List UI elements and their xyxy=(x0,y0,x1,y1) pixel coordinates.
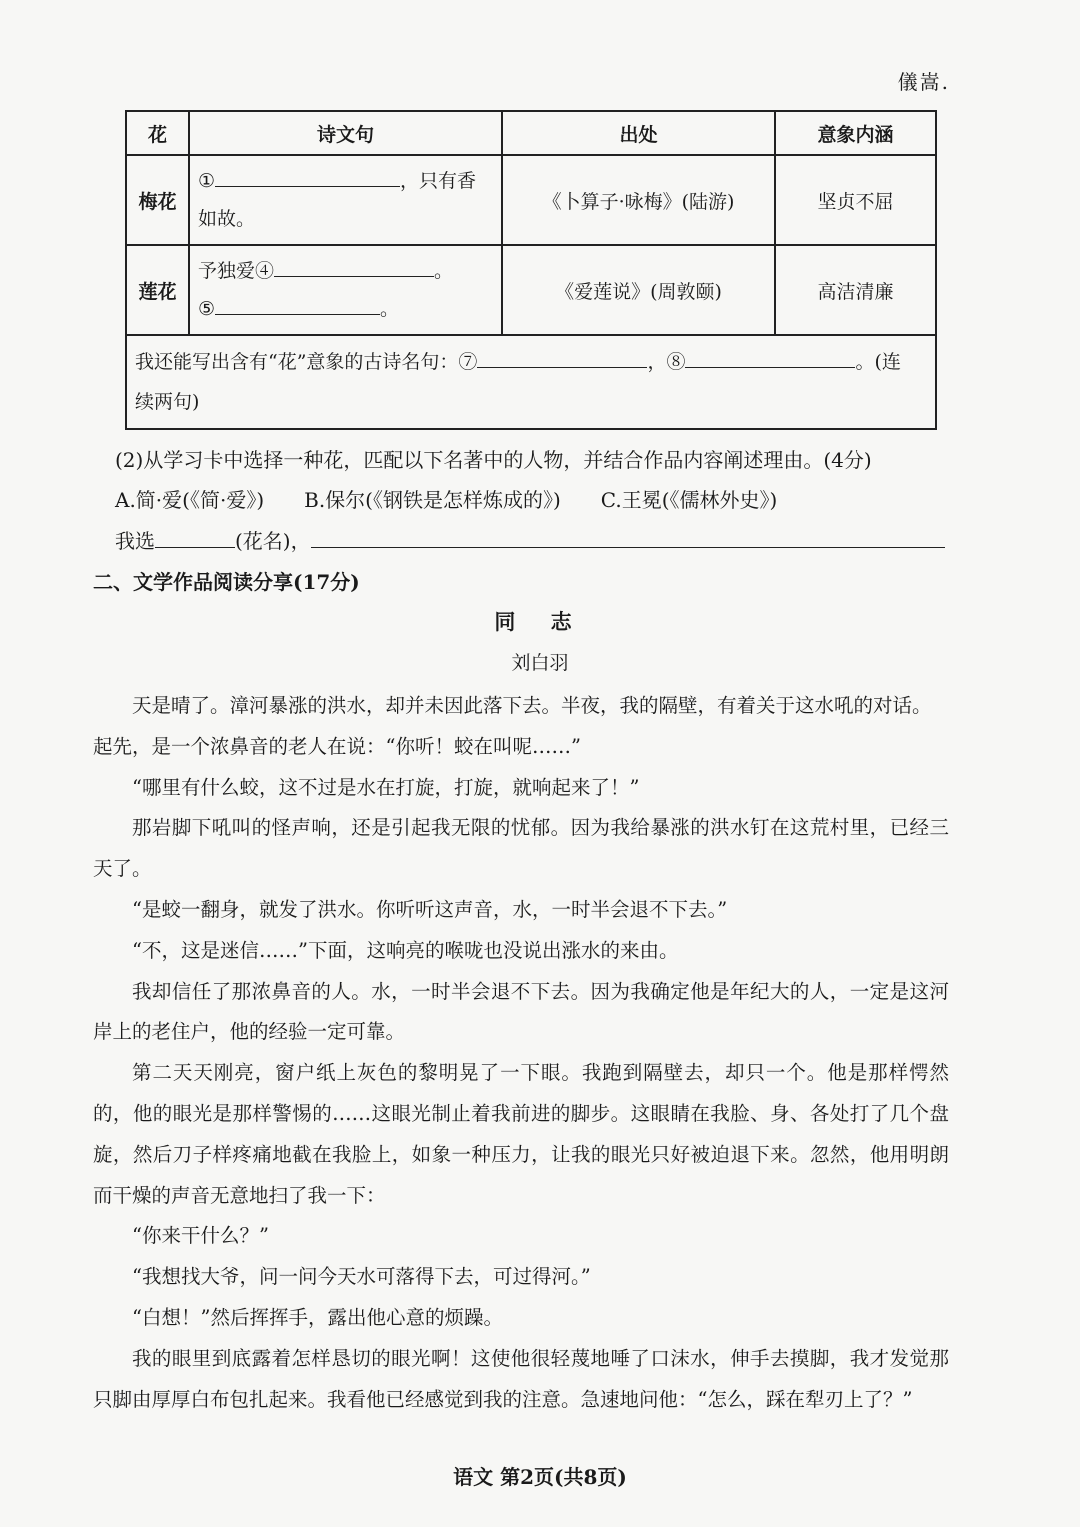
poem-text: 。 xyxy=(380,298,400,320)
blank-label: ① xyxy=(198,170,216,192)
study-card-table xyxy=(125,110,937,430)
blank-label: 予独爱④ xyxy=(198,260,275,282)
paragraph: “你来干什么？” xyxy=(132,1224,269,1248)
paragraph: “哪里有什么蛟，这不过是水在打旋，打旋，就响起来了！” xyxy=(132,775,640,799)
answer-blank[interactable] xyxy=(215,294,380,315)
table-row xyxy=(126,245,936,335)
paragraph: 我的眼里到底露着怎样恳切的眼光啊！这使他很轻蔑地唾了口沫水，伸手去摸脚，我才发觉那只脚由厚厚白布包扎起来。我看他已经感觉到我的注意。急速地问他：“怎么，踩在犁刃上了？” xyxy=(93,1346,949,1411)
page-footer: 语文 第2页(共8页) xyxy=(453,1465,627,1489)
meaning-cell: 坚贞不屈 xyxy=(775,155,936,245)
question-2-answer-line xyxy=(115,525,945,554)
poem-text: ，只有香 xyxy=(400,170,477,192)
question-2-options xyxy=(115,484,935,513)
section-heading: 二、文学作品阅读分享(17分) xyxy=(93,570,360,594)
header-poem-line: 诗文句 xyxy=(189,111,502,155)
blank-label: ⑤ xyxy=(198,298,216,320)
flower-answer-blank[interactable] xyxy=(155,527,235,548)
answer-blank[interactable] xyxy=(477,347,647,368)
answer-prefix: 我选 xyxy=(115,529,155,553)
corner-text: 儀嵩. xyxy=(897,70,950,94)
article-author: 刘白羽 xyxy=(511,652,569,674)
answer-blank[interactable] xyxy=(685,347,855,368)
paragraph: 第二天天刚亮，窗户纸上灰色的黎明晃了一下眼。我跑到隔壁去，却只一个。他是那样愕然的，他的眼光是那样警惕的……这眼光制止着我前进的脚步。这眼睛在我脸、身、各处打了几个盘旋，然后刀子样疼痛地截在我脸上，如象一种压力，让我的眼光只好被迫退下来。忽然，他用明朗而干燥的声音无意地扫了我一下： xyxy=(93,1061,949,1207)
answer-blank[interactable] xyxy=(274,256,434,277)
poem-line-cell xyxy=(189,155,502,245)
flower-name: 梅花 xyxy=(126,155,189,245)
option-c: C.王冕(《儒林外史》) xyxy=(600,488,778,512)
paragraph: “是蛟一翻身，就发了洪水。你听听这声音，水，一时半会退不下去。” xyxy=(132,897,728,921)
source-cell: 《卜算子·咏梅》(陆游) xyxy=(502,155,775,245)
header-meaning: 意象内涵 xyxy=(775,111,936,155)
poem-line-cell xyxy=(189,245,502,335)
footer-text: 。(连 xyxy=(855,351,901,373)
paragraph: 起先，是一个浓鼻音的老人在说：“你听！蛟在叫呢……” xyxy=(93,734,581,758)
footer-text: 我还能写出含有“花”意象的古诗名句：⑦ xyxy=(135,351,478,373)
paragraph: 天是晴了。漳河暴涨的洪水，却并未因此落下去。半夜，我的隔壁，有着关于这水吼的对话。 xyxy=(132,694,932,717)
table-row xyxy=(126,155,936,245)
header-source: 出处 xyxy=(502,111,775,155)
paragraph: “不，这是迷信……”下面，这响亮的喉咙也没说出涨水的来由。 xyxy=(132,938,679,962)
table-footer-row xyxy=(126,335,936,429)
extra-poem-cell xyxy=(126,335,936,429)
poem-text: 。 xyxy=(434,260,454,282)
header-flower: 花 xyxy=(126,111,189,155)
article-title: 同 志 xyxy=(494,609,586,634)
source-cell: 《爱莲说》(周敦颐) xyxy=(502,245,775,335)
answer-blank[interactable] xyxy=(215,166,400,187)
footer-text: ，⑧ xyxy=(647,351,686,373)
reason-answer-blank[interactable] xyxy=(311,527,945,548)
article-body xyxy=(93,686,949,1420)
question-2-prompt: (2)从学习卡中选择一种花，匹配以下名著中的人物，并结合作品内容阐述理由。(4分) xyxy=(115,448,872,472)
paragraph: “白想！”然后挥挥手，露出他心意的烦躁。 xyxy=(132,1305,503,1329)
option-a: A.简·爱(《简·爱》) xyxy=(115,488,265,512)
poem-text: 如故。 xyxy=(198,208,256,230)
flower-name: 莲花 xyxy=(126,245,189,335)
table-header-row xyxy=(126,111,936,155)
paragraph: “我想找大爷，问一问今天水可落得下去，可过得河。” xyxy=(132,1265,591,1289)
answer-mid: (花名)， xyxy=(235,529,311,553)
footer-text: 续两句) xyxy=(135,391,200,413)
meaning-cell: 高洁清廉 xyxy=(775,245,936,335)
option-b: B.保尔(《钢铁是怎样炼成的》) xyxy=(304,488,561,512)
paragraph: 那岩脚下吼叫的怪声响，还是引起我无限的忧郁。因为我给暴涨的洪水钉在这荒村里，已经三天了。 xyxy=(93,816,949,881)
paragraph: 我却信任了那浓鼻音的人。水，一时半会退不下去。因为我确定他是年纪大的人，一定是这河岸上的老住户，他的经验一定可靠。 xyxy=(93,979,949,1044)
